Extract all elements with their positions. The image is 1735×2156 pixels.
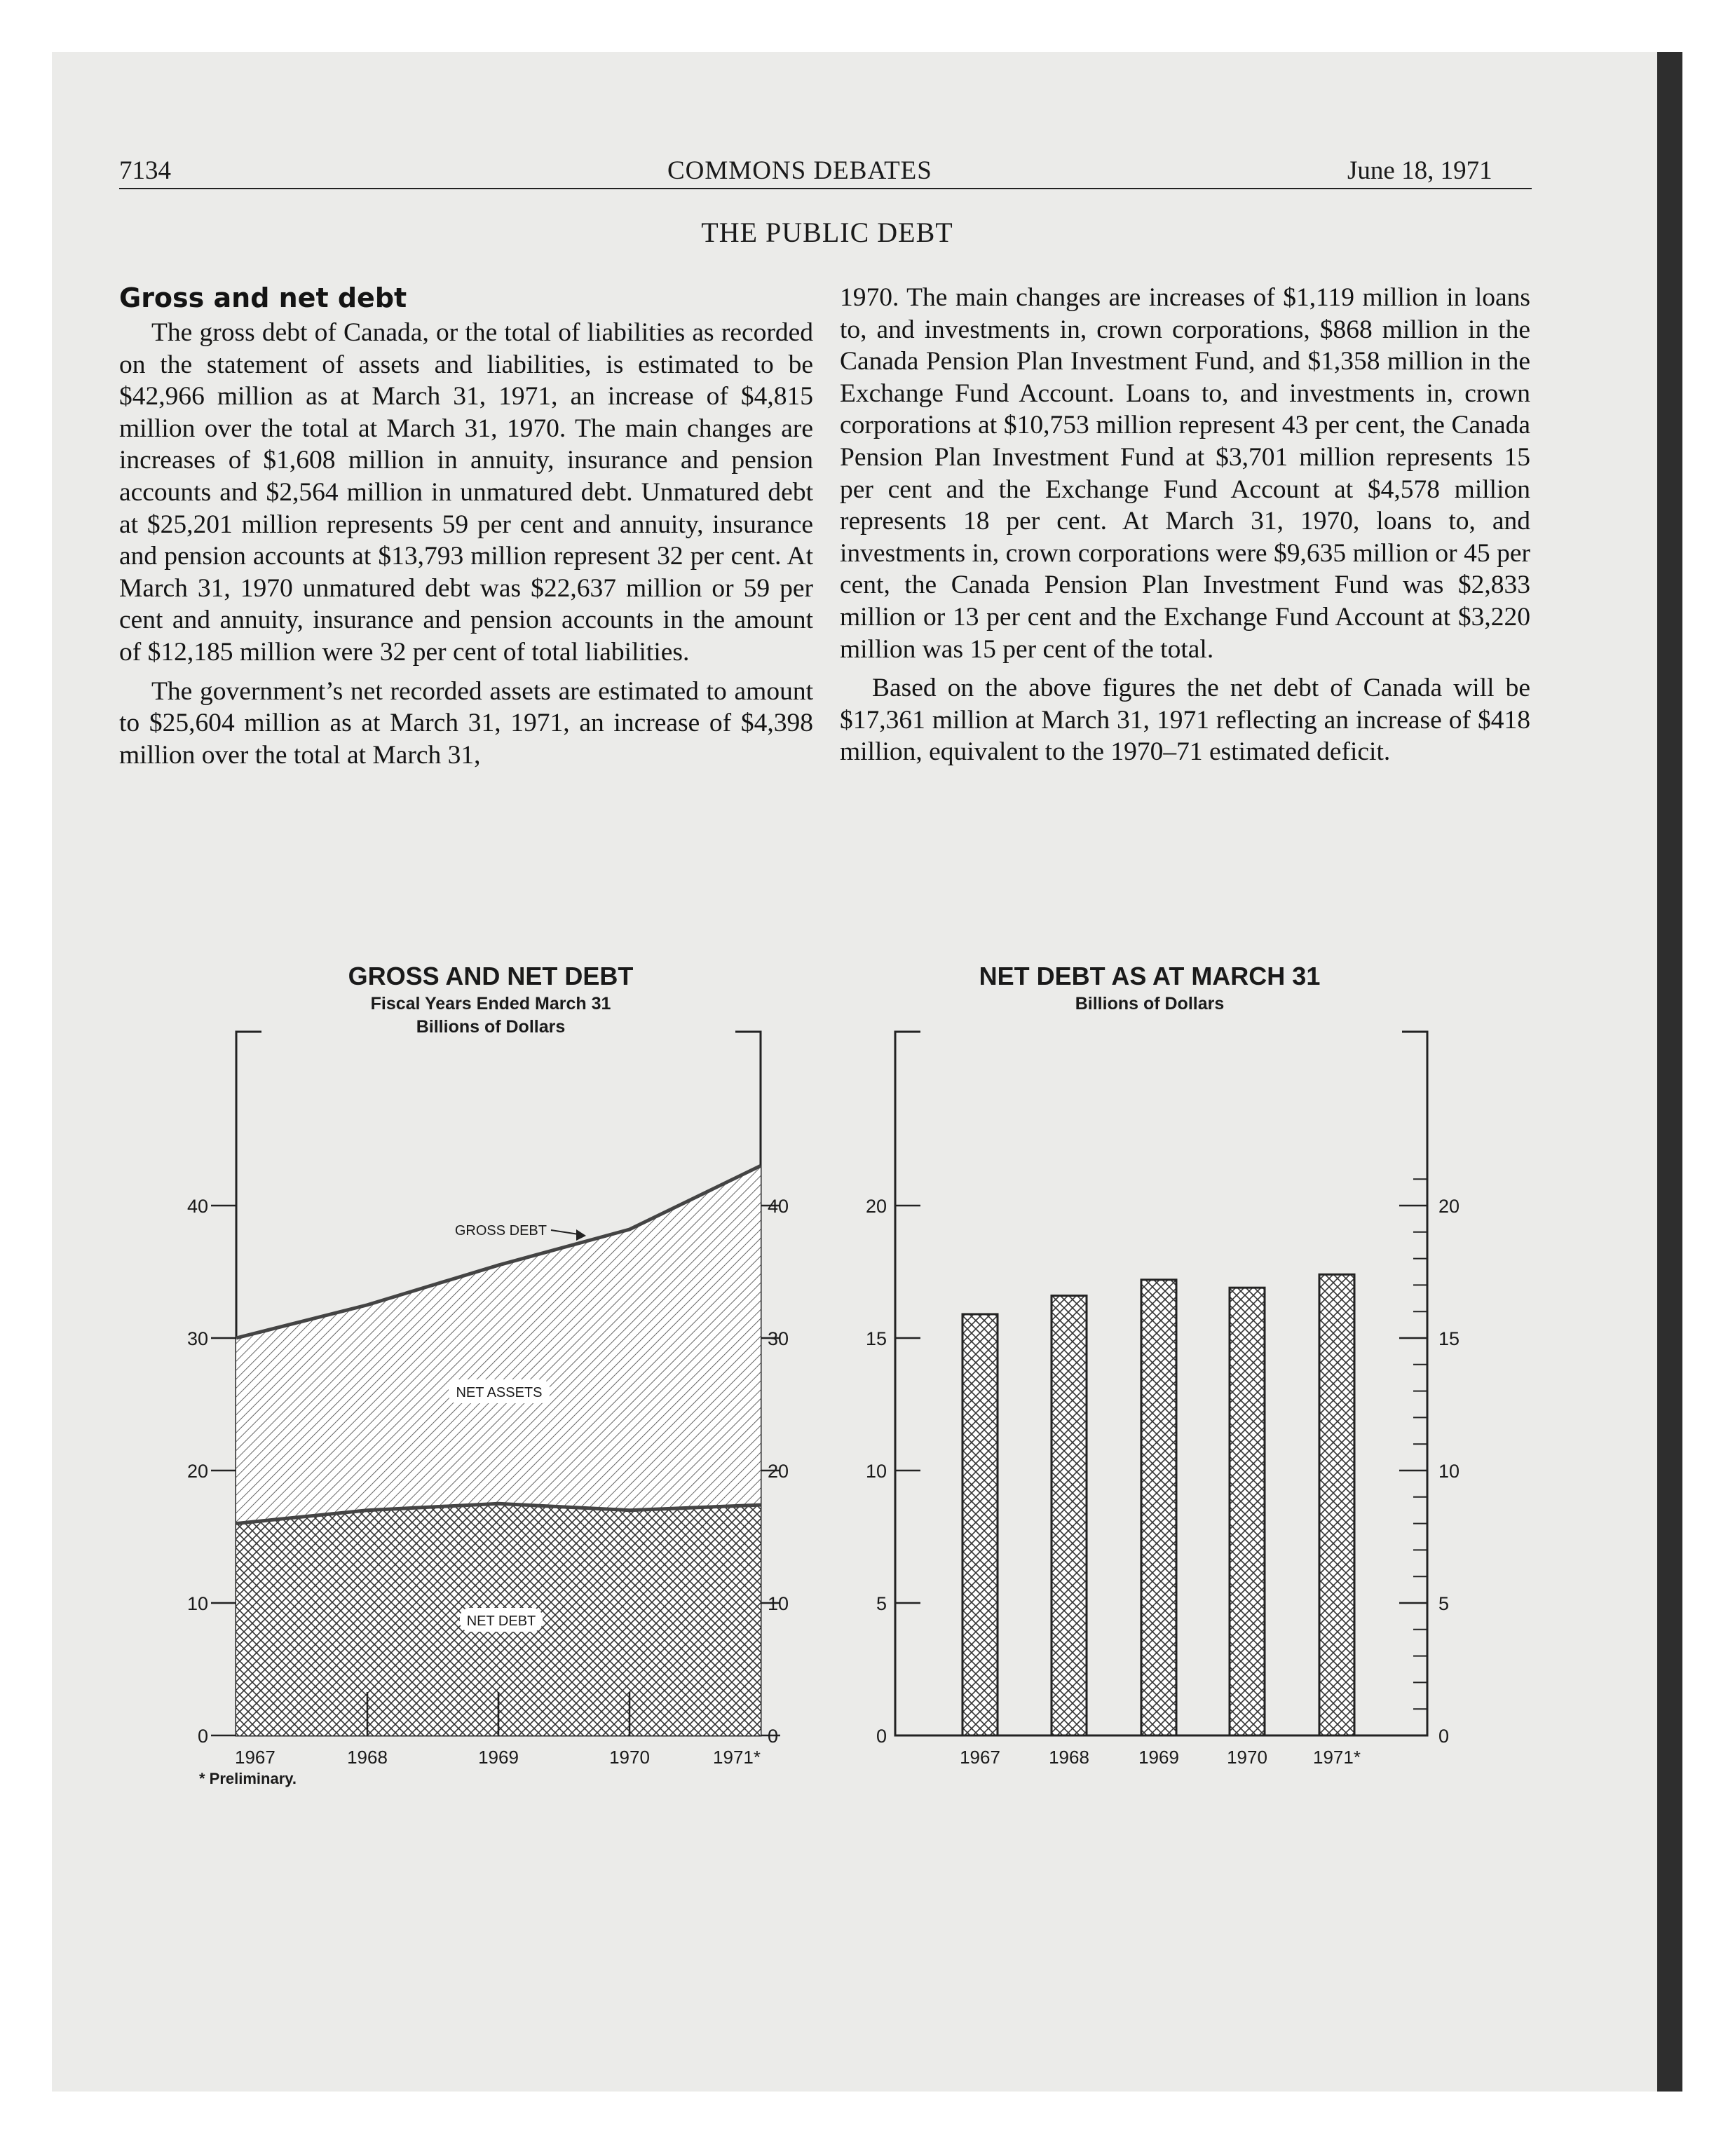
net-debt-bar-chart: [866, 1032, 1460, 1768]
y-tick-label-right: 20: [1438, 1196, 1460, 1217]
bar-1970: [1230, 1288, 1265, 1735]
chart-subtitle: Billions of Dollars: [416, 1017, 566, 1037]
y-tick-label-left: 0: [197, 1726, 208, 1747]
net-assets-label: NET ASSETS: [456, 1385, 543, 1400]
y-tick-label-left: 5: [876, 1593, 887, 1614]
bar-1967: [962, 1314, 998, 1735]
x-tick-label: 1970: [609, 1747, 650, 1768]
y-tick-label-left: 0: [876, 1726, 887, 1747]
x-tick-label: 1967: [960, 1747, 1000, 1768]
y-tick-label-left: 20: [186, 1461, 208, 1482]
x-tick-label: 1969: [478, 1747, 519, 1768]
net-debt-label: NET DEBT: [466, 1613, 536, 1629]
y-tick-label-right: 5: [1438, 1593, 1450, 1614]
y-tick-label-right: 20: [768, 1461, 789, 1482]
x-tick-label: 1968: [347, 1747, 388, 1768]
paragraph: The government’s net recorded assets are estimated to amount to $25,604 million as at March 31, 1971, an increase of $4,398 million over the total at March 31,: [119, 676, 813, 770]
chart-title: NET DEBT AS AT MARCH 31: [979, 962, 1321, 990]
x-tick-label: 1971*: [713, 1747, 761, 1768]
page-number: 7134: [119, 156, 171, 185]
y-tick-label-left: 20: [865, 1196, 887, 1217]
y-tick-label-right: 10: [768, 1593, 789, 1614]
x-tick-label: 1968: [1049, 1747, 1089, 1768]
y-tick-label-left: 10: [865, 1461, 887, 1482]
y-tick-label-right: 0: [1438, 1726, 1450, 1747]
bar-1971: [1319, 1274, 1354, 1735]
x-tick-label: 1967: [235, 1747, 275, 1768]
x-tick-label: 1970: [1227, 1747, 1267, 1768]
section-title: THE PUBLIC DEBT: [701, 217, 953, 248]
y-tick-label-right: 10: [1438, 1461, 1460, 1482]
paragraph: 1970. The main changes are increases of $1,119 million in loans to, and investments in, crown corporations, $868 million in the Canada Pension Plan Investment Fund, and $1,358 million in the Exchange Fund Account. Loans to, and investments in, crown corporations at $10,753 million represent 43 per cent, the Canada Pension Plan Investment Fund at $3,701 million represents 15 per cent and the Exchange Fund Account at $4,578 million represents 18 per cent. At March 31, 1970, loans to, and investments in, crown corporations were $9,635 million or 45 per cent, the Canada Pension Plan Investment Fund was $2,833 million or 13 per cent and the Exchange Fund Account at $3,220 million was 15 per cent of the total.: [840, 283, 1530, 664]
net-assets-area: [236, 1166, 761, 1523]
chart-subtitle: Billions of Dollars: [1075, 994, 1225, 1014]
y-tick-label-right: 30: [768, 1328, 789, 1349]
gross-net-debt-chart: [187, 1032, 789, 1768]
gross-debt-arrowhead: [576, 1229, 586, 1241]
x-tick-label: 1971*: [1313, 1747, 1361, 1768]
paragraph: Based on the above figures the net debt of Canada will be $17,361 million at March 31, 1971 reflecting an increase of $418 million, equivalent to the 1970–71 estimated deficit.: [840, 674, 1530, 767]
gross-debt-label: GROSS DEBT: [454, 1223, 547, 1239]
y-tick-label-left: 30: [186, 1328, 208, 1349]
y-tick-label-left: 40: [186, 1196, 208, 1217]
footnote-preliminary: * Preliminary.: [199, 1770, 297, 1787]
y-tick-label-right: 15: [1438, 1328, 1460, 1349]
x-tick-label: 1969: [1138, 1747, 1179, 1768]
publication-title: COMMONS DEBATES: [667, 156, 932, 185]
bar-1968: [1052, 1296, 1087, 1735]
y-tick-label-right: 40: [768, 1196, 789, 1217]
chart-subtitle: Fiscal Years Ended March 31: [370, 994, 611, 1014]
publication-date: June 18, 1971: [1347, 156, 1492, 185]
y-tick-label-left: 15: [865, 1328, 887, 1349]
paragraph: The gross debt of Canada, or the total of liabilities as recorded on the statement of assets and liabilities, is estimated to be $42,966 million as at March 31, 1971, an increase of $4,815 million over the total at March 31, 1970. The main changes are increases of $1,608 million in annuity, insurance and pension accounts and $2,564 million in unmatured debt. Unmatured debt at $25,201 million represents 59 per cent and annuity, insurance and pension accounts at $13,793 million represent 32 per cent. At March 31, 1970 unmatured debt was $22,637 million or 59 per cent and annuity, insurance and pension accounts in the amount of $12,185 million were 32 per cent of total liabilities.: [119, 318, 813, 667]
y-tick-label-right: 0: [768, 1726, 779, 1747]
bar-1969: [1141, 1280, 1176, 1735]
chart-title: GROSS AND NET DEBT: [348, 962, 634, 990]
y-tick-label-left: 10: [186, 1593, 208, 1614]
section-heading: Gross and net debt: [119, 282, 407, 313]
